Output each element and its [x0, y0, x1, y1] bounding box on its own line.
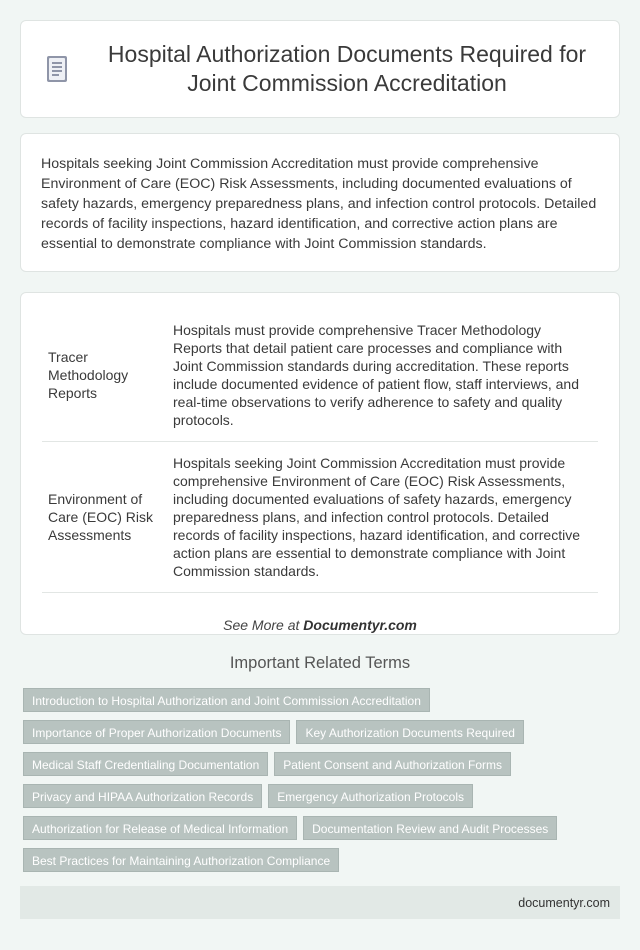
related-tag[interactable]: Introduction to Hospital Authorization and Joint Commission Accreditation — [23, 688, 430, 712]
term-cell: Tracer Methodology Reports — [42, 309, 167, 442]
see-more-prefix: See More at — [223, 617, 304, 633]
page-title: Hospital Authorization Documents Required for Joint Commission Accreditation — [107, 41, 587, 96]
see-more-link[interactable]: Documentyr.com — [303, 617, 417, 633]
see-more — [42, 617, 598, 633]
title-card — [20, 20, 620, 118]
related-tag[interactable]: Medical Staff Credentialing Documentation — [23, 752, 268, 776]
intro-card — [20, 133, 620, 272]
related-tag[interactable]: Key Authorization Documents Required — [296, 720, 523, 744]
term-cell: Environment of Care (EOC) Risk Assessments — [42, 442, 167, 593]
documents-table-card — [20, 292, 620, 635]
document-icon — [37, 49, 77, 89]
description-cell: Hospitals must provide comprehensive Tracer Methodology Reports that detail patient care processes and compliance with Joint Commission standards during accreditation. These reports include documented evidence of patient flow, staff interviews, and real-time observations to verify adherence to safety and quality protocols. — [167, 309, 598, 442]
related-tag[interactable]: Documentation Review and Audit Processes — [303, 816, 557, 840]
footer — [20, 886, 620, 919]
related-tag[interactable]: Importance of Proper Authorization Documents — [23, 720, 290, 744]
description-cell: Hospitals seeking Joint Commission Accreditation must provide comprehensive Environment of Care (EOC) Risk Assessments, including documented evaluations of safety hazards, emergency preparedness plans, and infection control protocols. Detailed records of facility inspections, hazard identification, and corrective action plans are essential to demonstrate compliance with Joint Commission standards. — [167, 442, 598, 593]
related-tags — [20, 688, 620, 880]
related-tag[interactable]: Emergency Authorization Protocols — [268, 784, 473, 808]
intro-paragraph: Hospitals seeking Joint Commission Accreditation must provide comprehensive Environment of Care (EOC) Risk Assessments, including documented evaluations of safety hazards, emergency preparedness plans, and infection control protocols. Detailed records of facility inspections, hazard identification, and corrective action plans are essential to demonstrate compliance with Joint Commission standards. — [41, 156, 597, 252]
table-row — [42, 309, 598, 442]
related-tag[interactable]: Authorization for Release of Medical Information — [23, 816, 297, 840]
related-terms-title: Important Related Terms — [229, 654, 411, 672]
table-row — [42, 442, 598, 593]
related-terms-section — [20, 654, 620, 880]
footer-site-link[interactable]: documentyr.com — [518, 895, 610, 910]
related-tag[interactable]: Patient Consent and Authorization Forms — [274, 752, 511, 776]
related-tag[interactable]: Privacy and HIPAA Authorization Records — [23, 784, 262, 808]
related-tag[interactable]: Best Practices for Maintaining Authorization Compliance — [23, 848, 339, 872]
documents-table — [42, 309, 598, 593]
